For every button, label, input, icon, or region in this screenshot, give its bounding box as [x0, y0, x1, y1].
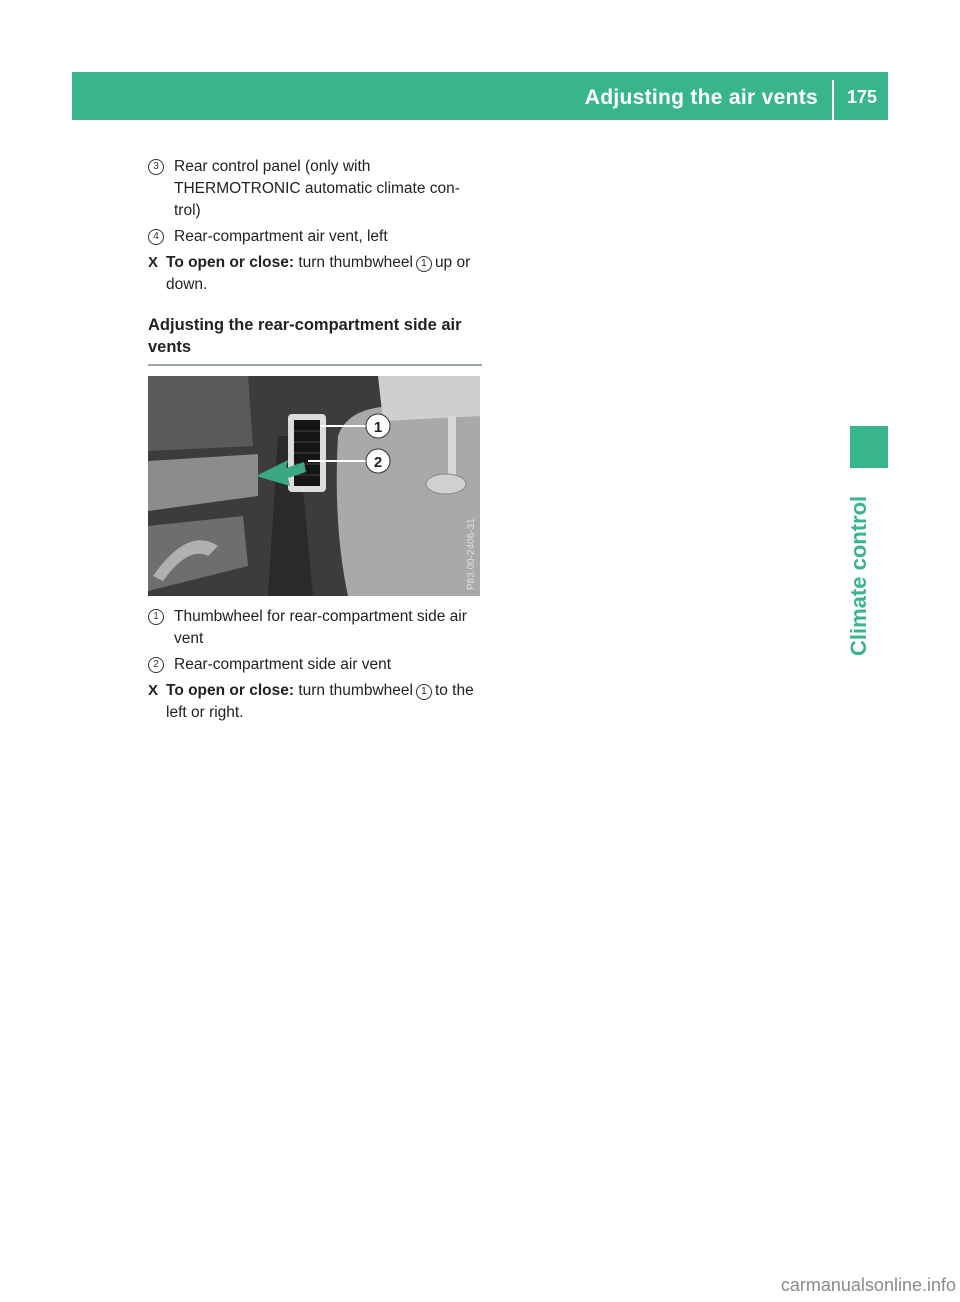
- callout-marker: 3: [148, 159, 164, 175]
- legend-text: Rear-compartment air vent, left: [174, 228, 388, 245]
- content-column: [148, 156, 482, 728]
- figure-callout: 1: [373, 419, 383, 436]
- page-title: Adjusting the air vents: [584, 86, 818, 109]
- legend-item: [148, 654, 482, 676]
- callout-marker: 1: [148, 609, 164, 625]
- step-label: To open or close:: [166, 254, 295, 271]
- step-text: to the left or right.: [166, 682, 474, 721]
- step-text: up or down.: [166, 254, 471, 293]
- callout-marker: 2: [148, 657, 164, 673]
- callout-marker: 4: [148, 229, 164, 245]
- callout-reference: 1: [416, 256, 432, 272]
- site-watermark: carmanualsonline.info: [780, 1275, 956, 1295]
- step-text: turn thumbwheel: [298, 254, 413, 271]
- step-label: To open or close:: [166, 682, 295, 699]
- header-separator: [832, 80, 834, 120]
- step-marker: X: [148, 682, 159, 699]
- legend-text: Thumbwheel for rear-compartment side air vent: [174, 608, 467, 647]
- page-number: 175: [846, 87, 878, 107]
- callout-reference: 1: [416, 684, 432, 700]
- chapter-tab: [850, 426, 888, 468]
- legend-text: Rear control panel (only with THERMOTRONIC automatic climate con-trol): [174, 158, 460, 219]
- legend-item: [148, 156, 482, 222]
- headrest-post: [448, 416, 456, 481]
- step-marker: X: [148, 254, 159, 271]
- headrest-mount: [426, 474, 466, 494]
- legend-item: [148, 226, 482, 248]
- headrest: [378, 376, 480, 421]
- instruction-step: [148, 680, 482, 724]
- legend-text: Rear-compartment side air vent: [174, 656, 392, 673]
- page-header: [72, 72, 888, 120]
- vent-illustration: [148, 376, 480, 596]
- figure-callout: 2: [373, 454, 383, 471]
- figure-code: P83.00-2406-31: [466, 518, 477, 590]
- chapter-label: Climate control: [846, 495, 871, 656]
- section-heading: Adjusting the rear-compartment side air vents: [148, 314, 482, 366]
- window-area: [148, 376, 253, 451]
- instruction-step: [148, 252, 482, 296]
- step-text: turn thumbwheel: [298, 682, 413, 699]
- legend-item: [148, 606, 482, 650]
- seat-backrest: [337, 406, 480, 596]
